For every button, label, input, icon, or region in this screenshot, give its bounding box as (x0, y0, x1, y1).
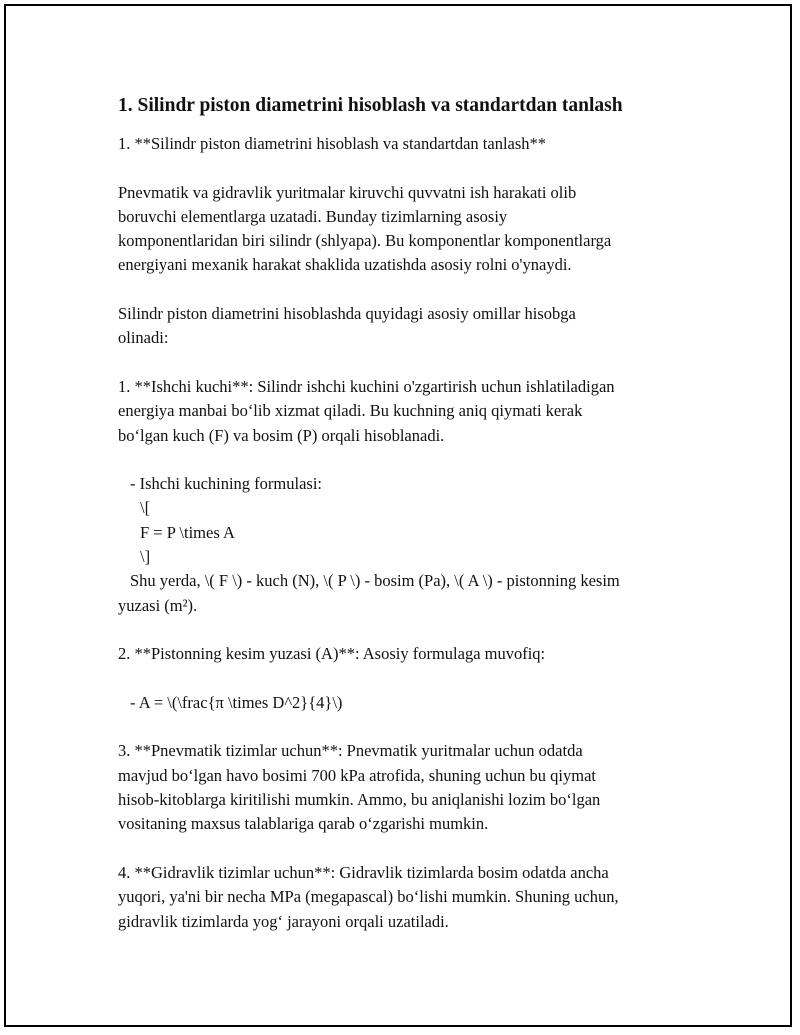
text-line: 3. **Pnevmatik tizimlar uchun**: Pnevmatik yuritmalar uchun odatda (118, 741, 583, 761)
formula-line: - Ishchi kuchining formulasi: (130, 474, 323, 494)
text-line: hisob-kitoblarga kiritilishi mumkin. Ammo, bu aniqlanishi lozim bo‘lgan (118, 790, 601, 810)
text-line: komponentlaridan biri silindr (shlyapa). Bu komponentlar komponentlarga (118, 231, 612, 251)
text-line: olinadi: (118, 328, 169, 348)
text-line: bo‘lgan kuch (F) va bosim (P) orqali hisoblanadi. (118, 425, 445, 445)
formula-line: - A = \(\frac{π \times D^2}{4}\) (130, 692, 343, 712)
text-line: yuzasi (m²). (118, 595, 198, 615)
document-body (118, 92, 688, 934)
section-heading: 1. Silindr piston diametrini hisoblash va standartdan tanlash (118, 95, 623, 116)
text-line: energiyani mexanik harakat shaklida uzatishda asosiy rolni o'ynaydi. (118, 255, 572, 275)
text-line: Pnevmatik va gidravlik yuritmalar kiruvchi quvvatni ish harakati olib (118, 182, 577, 202)
text-line: mavjud bo‘lgan havo bosimi 700 kPa atrofida, shuning uchun bu qiymat (118, 765, 596, 785)
blank-line (118, 618, 688, 642)
text-line: boruvchi elementlarga uzatadi. Bunday tizimlarning asosiy (118, 206, 508, 226)
formula-line: \] (140, 547, 151, 567)
text-line: 1. **Ishchi kuchi**: Silindr ishchi kuchini o'zgartirish uchun ishlatiladigan (118, 376, 615, 396)
blank-line (118, 156, 688, 180)
formula-line: F = P \times A (140, 522, 235, 542)
blank-line (118, 278, 688, 302)
text-line: energiya manbai bo‘lib xizmat qiladi. Bu kuchning aniq qiymati kerak (118, 401, 583, 421)
blank-line (118, 715, 688, 739)
text-line: Silindr piston diametrini hisoblashda quyidagi asosiy omillar hisobga (118, 304, 576, 324)
blank-line (118, 667, 688, 691)
blank-line (118, 837, 688, 861)
blank-line (118, 351, 688, 375)
text-line: vositaning maxsus talablariga qarab o‘zgarishi mumkin. (118, 814, 489, 834)
text-line: yuqori, ya'ni bir necha MPa (megapascal) bo‘lishi mumkin. Shuning uchun, (118, 887, 619, 907)
text-line: 4. **Gidravlik tizimlar uchun**: Gidravlik tizimlarda bosim odatda ancha (118, 862, 609, 882)
blank-line (118, 448, 688, 472)
formula-line: \[ (140, 498, 151, 518)
text-line: 2. **Pistonning kesim yuzasi (A)**: Asosiy formulaga muvofiq: (118, 644, 546, 664)
text-line: gidravlik tizimlarda yog‘ jarayoni orqali uzatiladi. (118, 911, 449, 931)
text-line: Shu yerda, \( F \) - kuch (N), \( P \) - bosim (Pa), \( A \) - pistonning kesim (130, 571, 620, 591)
text-line: 1. **Silindr piston diametrini hisoblash va standartdan tanlash** (118, 134, 547, 153)
